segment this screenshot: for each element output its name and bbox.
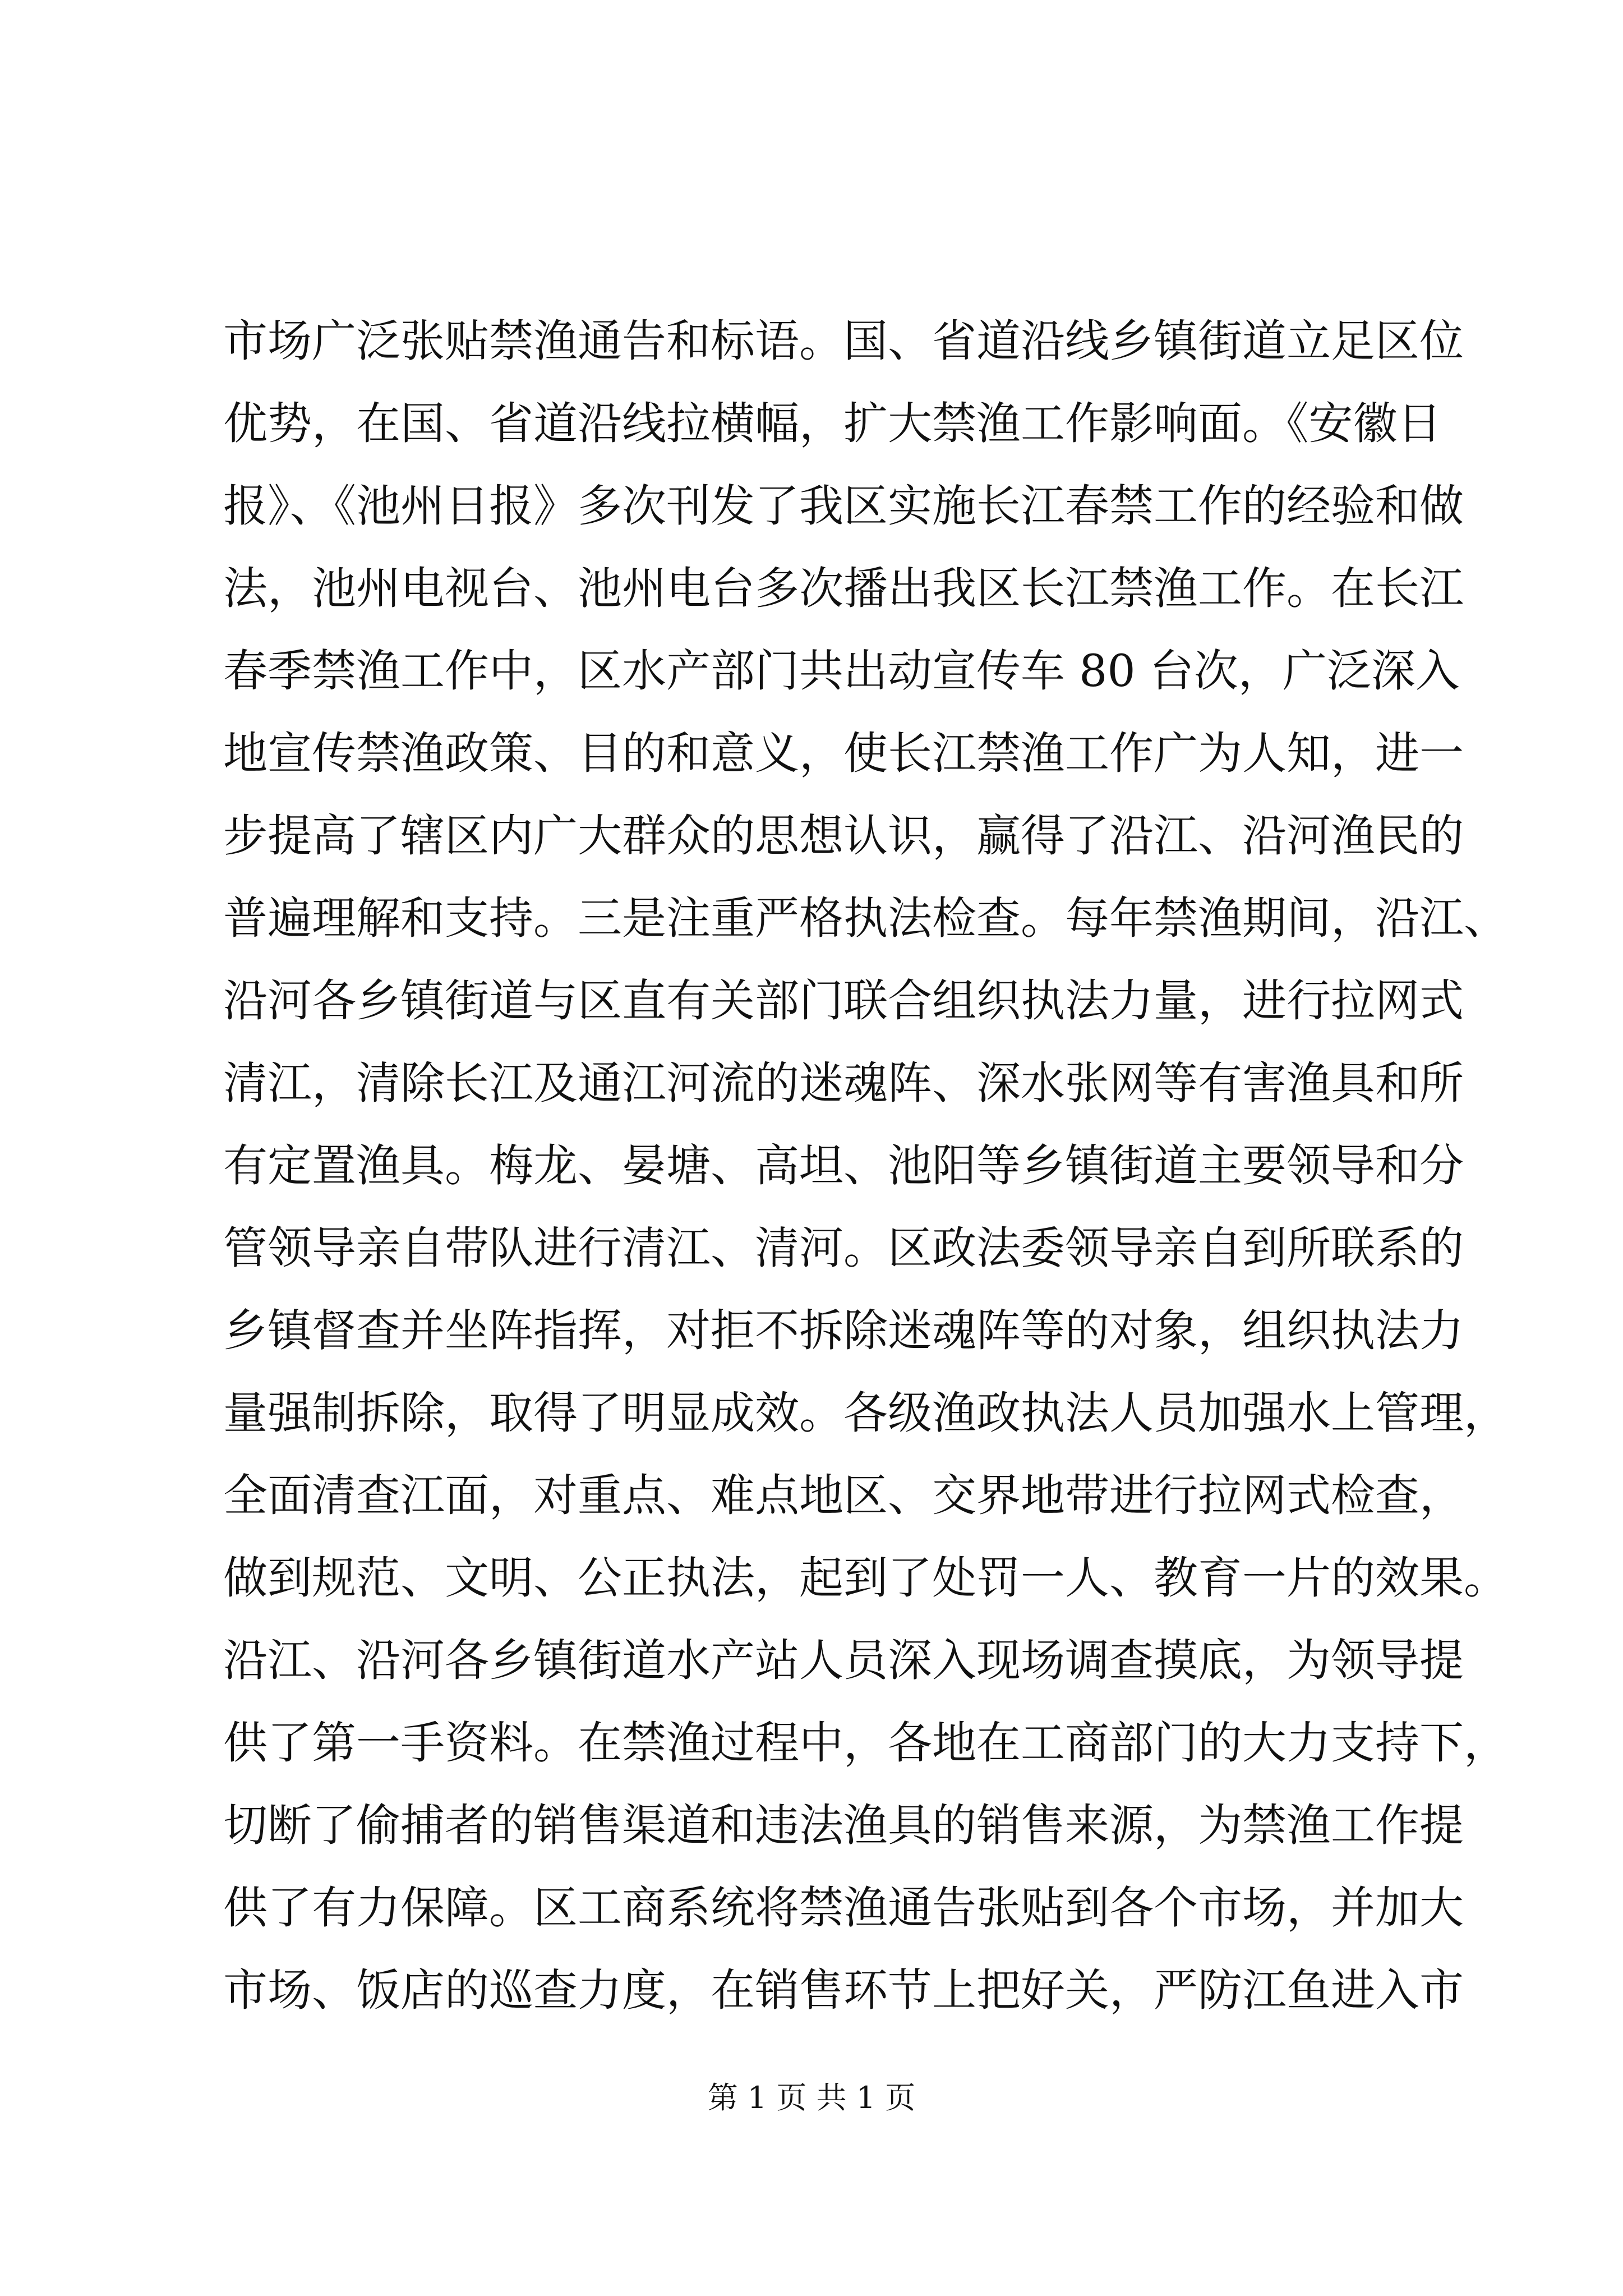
text-line: 地宣传禁渔政策、目的和意义，使长江禁渔工作广为人知，进一 bbox=[223, 728, 1464, 779]
text-line: 报》、《池州日报》多次刊发了我区实施长江春禁工作的经验和做 bbox=[223, 480, 1464, 532]
text-line: 量强制拆除，取得了明显成效。各级渔政执法人员加强水上管理， bbox=[223, 1387, 1508, 1439]
text-line: 管领导亲自带队进行清江、清河。区政法委领导亲自到所联系的 bbox=[223, 1222, 1464, 1274]
text-line: 供了有力保障。区工商系统将禁渔通告张贴到各个市场，并加大 bbox=[223, 1882, 1464, 1934]
text-line: 做到规范、文明、公正执法，起到了处罚一人、教育一片的效果。 bbox=[223, 1552, 1508, 1604]
text-line: 市场广泛张贴禁渔通告和标语。国、省道沿线乡镇街道立足区位 bbox=[223, 315, 1464, 367]
text-line: 切断了偷捕者的销售渠道和违法渔具的销售来源，为禁渔工作提 bbox=[223, 1800, 1464, 1851]
text-line: 全面清查江面，对重点、难点地区、交界地带进行拉网式检查， bbox=[223, 1470, 1464, 1521]
text-line: 步提高了辖区内广大群众的思想认识，赢得了沿江、沿河渔民的 bbox=[223, 810, 1464, 862]
text-line: 沿江、沿河各乡镇街道水产站人员深入现场调查摸底，为领导提 bbox=[223, 1635, 1464, 1686]
body-paragraph bbox=[223, 300, 1508, 2032]
text-line: 清江，清除长江及通江河流的迷魂阵、深水张网等有害渔具和所 bbox=[223, 1057, 1464, 1109]
text-line: 法，池州电视台、池州电台多次播出我区长江禁渔工作。在长江 bbox=[223, 563, 1464, 614]
text-line: 春季禁渔工作中，区水产部门共出动宣传车 80 台次，广泛深入 bbox=[223, 645, 1460, 697]
text-line: 普遍理解和支持。三是注重严格执法检查。每年禁渔期间，沿江、 bbox=[223, 892, 1508, 944]
text-line: 供了第一手资料。在禁渔过程中，各地在工商部门的大力支持下， bbox=[223, 1717, 1508, 1769]
text-line: 市场、饭店的巡查力度，在销售环节上把好关，严防江鱼进入市 bbox=[223, 1964, 1464, 2016]
text-line: 乡镇督查并坐阵指挥，对拒不拆除迷魂阵等的对象，组织执法力 bbox=[223, 1305, 1464, 1356]
text-line: 优势，在国、省道沿线拉横幅，扩大禁渔工作影响面。《安徽日 bbox=[223, 398, 1442, 449]
text-line: 有定置渔具。梅龙、晏塘、高坦、池阳等乡镇街道主要领导和分 bbox=[223, 1140, 1464, 1191]
page-footer: 第 1 页 共 1 页 bbox=[707, 2080, 916, 2115]
text-line: 沿河各乡镇街道与区直有关部门联合组织执法力量，进行拉网式 bbox=[223, 975, 1464, 1027]
